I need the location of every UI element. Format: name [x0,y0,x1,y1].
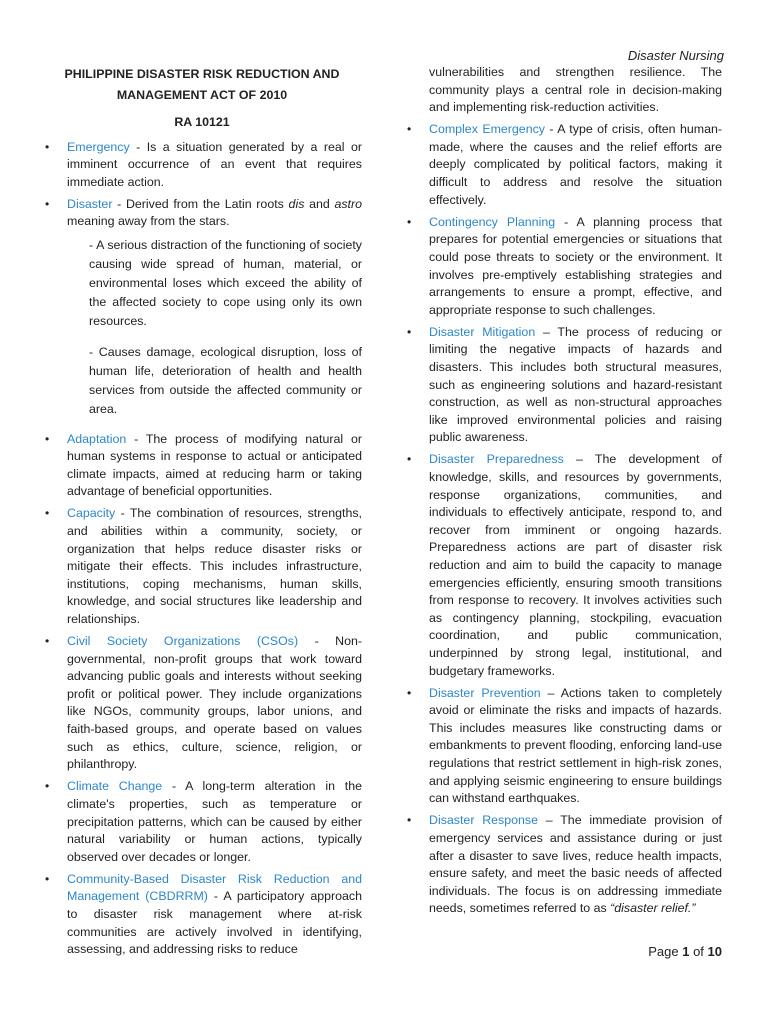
total-pages: 10 [707,944,722,960]
bullet-icon: • [45,139,50,154]
list-item-adaptation [42,431,362,501]
list-item-disaster-response [404,812,722,918]
list-item-cbdrrm [42,871,362,959]
bullet-icon: • [407,685,412,700]
definition-disaster-and: and [304,196,335,211]
definition-complex-emergency: - A type of crisis, often human-made, where the causes and the relief efforts are deeply complicated by political factors, making it difficult to address and resolve the situation effectively. [429,122,722,207]
definition-disaster-prevention: – Actions taken to completely avoid or eliminate the risks and impacts of hazards. This includes measures like constructing dams or embankments to prevent flooding, enforcing land-use regulations that restrict settlement in high-risk zones, and applying seismic engineering to ensure buildings can withstand earthquakes. [429,685,723,806]
term-disaster-preparedness: Disaster Preparedness [429,452,564,467]
bullet-icon: • [45,634,50,649]
definition-emergency: - Is a situation generated by a real or imminent occurrence of an event that requires immediate action. [67,139,362,189]
bullet-icon: • [45,779,50,794]
term-contingency-planning: Contingency Planning [429,214,556,229]
latin-astro: astro [334,196,362,211]
list-item-disaster-preparedness [404,451,722,680]
term-disaster-mitigation: Disaster Mitigation [429,324,536,339]
list-item-disaster-prevention [404,685,722,808]
definition-climate-change: - A long-term alteration in the climate's properties, such as temperature or precipitation patterns, which can be caused by either natural variability or human actions, typically observed over decades or longer. [67,779,362,864]
disaster-relief-quote: “disaster relief.” [610,901,696,916]
page-number [648,943,722,961]
header-course: Disaster Nursing [627,48,724,63]
doc-title-line2: MANAGEMENT ACT OF 2010 [116,88,288,102]
term-capacity: Capacity [67,506,116,521]
bullet-icon: • [45,196,50,211]
bullet-icon: • [407,122,412,137]
bullet-icon: • [45,506,50,521]
latin-dis: dis [288,196,305,211]
definition-disaster-response: – The immediate provision of emergency services and assistance during or just after a disaster to save lives, reduce health impacts, ensure safety, and meet the basic needs of affected individuals. The focus is on addressing immediate needs, sometimes referred to as [429,813,722,916]
doc-title-line1: PHILIPPINE DISASTER RISK REDUCTION AND [64,67,340,81]
term-complex-emergency: Complex Emergency [429,122,545,137]
definition-list-left [42,139,362,231]
term-disaster-prevention: Disaster Prevention [429,685,541,700]
term-emergency: Emergency [67,139,130,154]
bullet-icon: • [407,324,412,339]
definition-adaptation: - The process of modifying natural or human systems in response to actual or anticipated climate impacts, aimed at reducing harm or taking advantage of beneficial opportunities. [67,431,362,499]
right-column [404,64,722,922]
definition-contingency-planning: - A planning process that prepares for potential emergencies or situations that could pose threats to society or the environment. It involves pre-emptively establishing strategies and arrangements to ensure a prompt, effective, and appropriate response to such challenges. [429,214,722,317]
term-disaster-response: Disaster Response [429,813,539,828]
term-adaptation: Adaptation [67,431,127,446]
disaster-sub-definition-1: - A serious distraction of the functioning of society causing wide spread of human, material, or environmental loses which exceed the ability of the affected society to cope using only its own resources. [89,237,362,328]
list-item-climate-change [42,778,362,866]
list-item-emergency [42,139,362,192]
term-cbdrrm: Community-Based Disaster Risk Reduction and Management (CBDRRM) [67,871,362,904]
list-item-disaster [42,196,362,231]
list-item-contingency-planning [404,214,722,320]
definition-cbdrrm: - A participatory approach to disaster risk management where at-risk communities are actively involved in identifying, assessing, and addressing risks to reduce [67,889,362,957]
definition-disaster-part2: meaning away from the stars. [67,214,230,229]
list-item-disaster-mitigation [404,324,722,447]
list-item-complex-emergency [404,121,722,209]
doc-title [42,64,362,106]
definition-capacity: - The combination of resources, strengths, and abilities within a community, society, or organization that helps reduce disaster risks or mitigate their effects. This includes infrastructure, institutions, coping mechanisms, human skills, knowledge, and social structures like leadership and relationships. [67,506,362,626]
list-item-capacity [42,505,362,628]
term-disaster: Disaster [67,196,113,211]
definition-disaster-part1: - Derived from the Latin roots [112,196,289,211]
term-cso: Civil Society Organizations (CSOs) [67,634,299,649]
definition-disaster-preparedness: – The development of knowledge, skills, and resources by governments, response organizations, communities, and individuals to effectively anticipate, respond to, and recover from imminent or ongoing hazards. Preparedness actions are part of disaster risk reduction and aim to build the capacity to manage emergencies efficiently, ensuring smooth transitions from response to recovery. It involves activities such as contingency planning, stockpiling, evacuation coordination, and public communication, underpinned by strong legal, institutional, and budgetary frameworks. [429,452,722,678]
ra-number: RA 10121 [174,115,230,129]
bullet-icon: • [45,871,50,886]
bullet-icon: • [407,214,412,229]
definition-cso: - Non-governmental, non-profit groups that work toward advancing public goals and interests without seeking profit or political power. They include organizations like NGOs, community groups, labor unions, and faith-based groups, and operate based on values such as ethics, culture, science, religion, or philanthropy. [67,634,362,772]
definition-list-left-2 [42,431,362,959]
page-label: Page [648,944,683,960]
disaster-sub-definition-2: - Causes damage, ecological disruption, loss of human life, deterioration of health and health services from outside the affected community or area. [89,344,362,416]
list-item-cso [42,633,362,774]
page-of: of [689,944,708,960]
definition-list-right [404,121,722,918]
definition-disaster-mitigation: – The process of reducing or limiting the negative impacts of hazards and disasters. This includes both structural measures, such as engineering solutions and hazard-resistant construction, as well as non-structural approaches like improved environmental policies and raising public awareness. [429,324,722,445]
cbdrrm-continuation: vulnerabilities and strengthen resilience. The community plays a central role in decision-making and implementing risk-reduction activities. [429,65,722,115]
bullet-icon: • [45,431,50,446]
bullet-icon: • [407,813,412,828]
current-page: 1 [682,944,690,960]
bullet-icon: • [407,452,412,467]
left-column [42,64,362,963]
term-climate-change: Climate Change [67,779,163,794]
